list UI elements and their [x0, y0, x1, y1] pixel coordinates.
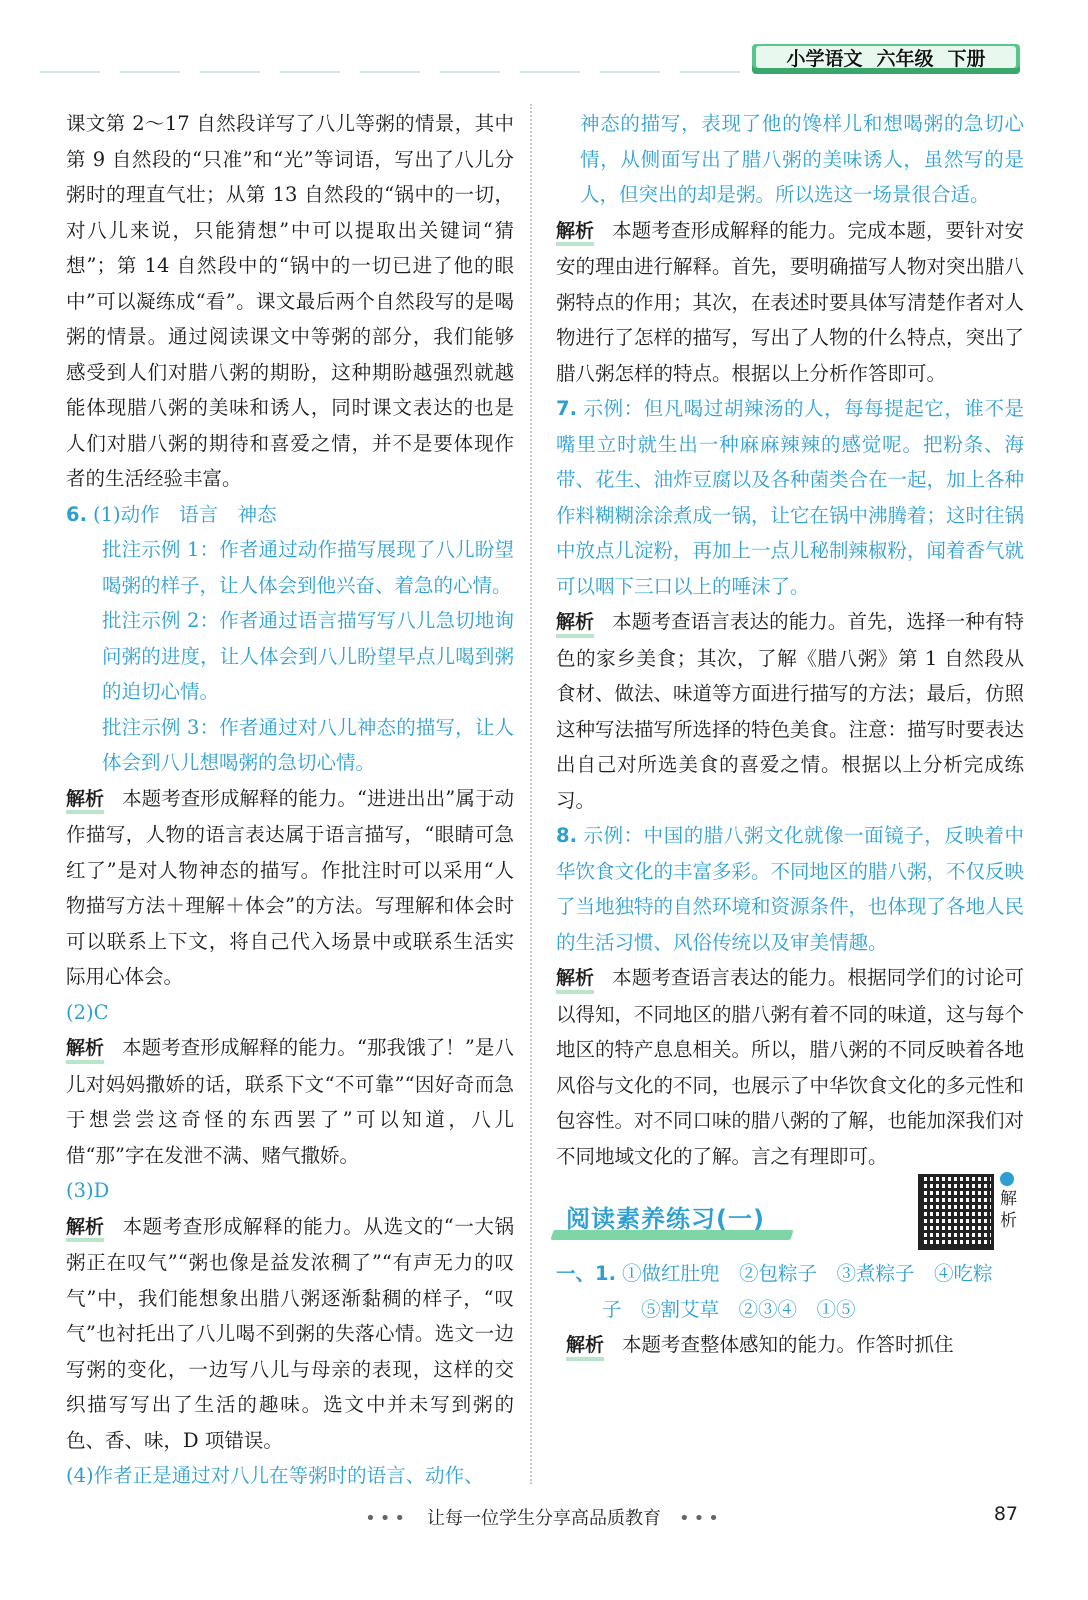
q6-3-answer: (3)D — [66, 1179, 110, 1202]
section-1-number: 一、1. — [556, 1262, 616, 1285]
analysis-3 — [66, 1209, 514, 1459]
volume-label: 下册 — [947, 47, 986, 70]
analysis-label: 解析 — [566, 1328, 604, 1364]
analysis-2-text: 本题考查形成解释的能力。“那我饿了！”是八儿对妈妈撒娇的话，联系下文“不可靠”“因好奇而急于想尝尝这奇怪的东西罢了”可以知道，八儿借“那”字在发泄不满、赌气撒娇。 — [66, 1036, 514, 1167]
question-7-number: 7. — [556, 397, 577, 420]
qr-analysis-label: 解析 — [1000, 1189, 1017, 1231]
analysis-label: 解析 — [556, 605, 594, 641]
q6-2-answer: (2)C — [66, 1000, 109, 1024]
header-dashed-line — [40, 71, 760, 73]
analysis-1 — [66, 781, 514, 995]
footer — [0, 1504, 1088, 1530]
grade-label: 六年级 — [876, 47, 934, 70]
intro-paragraph: 课文第 2～17 自然段详写了八儿等粥的情景，其中第 9 自然段的“只准”和“光”等词语，写出了八儿分粥时的理直气壮；从第 13 自然段的“锅中的一切，对八儿来说，只能猜想”中可以提取出关键词“猜想”；第 14 自然段中的“锅中的一切已进了他的眼中”可以凝练成“看”。课文最后两个自然段写的是喝粥的情景。通过阅读课文中等粥的部分，我们能够感受到人们对腊八粥的期盼，这种期盼越强烈就越能体现腊八粥的美味和诱人，同时课文表达的也是人们对腊八粥的期待和喜爱之情，并不是要体现作者的生活经验丰富。 — [66, 112, 514, 490]
left-column — [66, 106, 514, 1494]
column-divider — [530, 104, 532, 1484]
annotation-example-3: 批注示例 3：作者通过对八儿神态的描写，让人体会到八儿想喝粥的急切心情。 — [102, 715, 514, 774]
analysis-label: 解析 — [66, 1031, 104, 1067]
q8-answer: 示例：中国的腊八粥文化就像一面镜子，反映着中华饮食文化的丰富多彩。不同地区的腊八粥，不仅反映了当地独特的自然环境和资源条件，也体现了各地人民的生活习惯、风俗传统以及审美情趣。 — [556, 824, 1025, 954]
analysis-label: 解析 — [66, 782, 104, 818]
analysis-5-text: 本题考查语言表达的能力。首先，选择一种有特色的家乡美食；其次，了解《腊八粥》第 1 自然段从食材、做法、味道等方面进行描写的方法；最后，仿照这种写法描写所选择的特色美食。注意：描写时要表达出自己对所选美食的喜爱之情。根据以上分析完成练习。 — [556, 610, 1025, 812]
header-tab — [752, 44, 1020, 74]
question-8 — [556, 818, 1024, 960]
q6-4-answer-start: (4)作者正是通过对八儿在等粥时的语言、动作、 — [66, 1464, 484, 1487]
page-number: 87 — [993, 1503, 1018, 1525]
analysis-6-text: 本题考查语言表达的能力。根据同学们的讨论可以得知，不同地区的腊八粥有着不同的味道，这与每个地区的特产息息相关。所以，腊八粥的不同反映着各地风俗与文化的不同，也展示了中华饮食文化的多元性和包容性。对不同口味的腊八粥的了解，也能加深我们对不同地域文化的了解。言之有理即可。 — [556, 966, 1025, 1168]
footer-slogan: 让每一位学生分享高品质教育 — [427, 1508, 661, 1529]
question-7 — [556, 391, 1024, 604]
analysis-label: 解析 — [66, 1210, 104, 1246]
annotation-example-1: 批注示例 1：作者通过动作描写展现了八儿盼望喝粥的样子，让人体会到他兴奋、着急的心情。 — [102, 538, 514, 597]
analysis-4 — [556, 213, 1024, 392]
play-icon — [1000, 1172, 1014, 1186]
section-banner — [556, 1189, 1024, 1244]
right-column — [556, 106, 1024, 1364]
analysis-4-text: 本题考查形成解释的能力。完成本题，要针对安安的理由进行解释。首先，要明确描写人物对突出腊八粥特点的作用；其次，在表述时要具体写清楚作者对人物进行了怎样的描写，写出了人物的什么特点，突出了腊八粥怎样的特点。根据以上分析作答即可。 — [556, 218, 1025, 385]
q7-answer: 示例：但凡喝过胡辣汤的人，每每提起它，谁不是嘴里立时就生出一种麻麻辣辣的感觉呢。把粉条、海带、花生、油炸豆腐以及各种菌类合在一起，加上各种作料糊糊涂涂煮成一锅，让它在锅中沸腾着；这时往锅中放点儿淀粉，再加上一点儿秘制辣椒粉，闻着香气就可以咽下三口以上的唾沫了。 — [556, 397, 1025, 598]
s1-answer-line-1: ①做红肚兜 ②包粽子 ③煮粽子 ④吃粽 — [621, 1262, 993, 1285]
analysis-1-text: 本题考查形成解释的能力。“进进出出”属于动作描写，人物的语言表达属于语言描写，“眼睛可急红了”是对人物神态的描写。作批注时可以采用“人物描写方法＋理解＋体会”的方法。写理解和体会时可以联系上下文，将自己代入场景中或联系生活实际用心体会。 — [66, 786, 514, 988]
analysis-3-text: 本题考查形成解释的能力。从选文的“一大锅粥正在叹气”“粥也像是益发浓稠了”“有声无力的叹气”中，我们能想象出腊八粥逐渐黏稠的样子，“叹气”也衬托出了八儿喝不到粥的失落心情。选文一边写粥的变化，一边写八儿与母亲的表现，这样的交织描写写出了生活的趣味。选文中并未写到粥的色、香、味，D 项错误。 — [66, 1214, 514, 1452]
section-title: 阅读素养练习(一) — [566, 1205, 765, 1233]
subject-label: 小学语文 — [786, 47, 863, 70]
footer-dots-right: ••• — [679, 1508, 723, 1529]
s1-answer-line-2: 子 ⑤割艾草 ②③④ ①⑤ — [602, 1297, 856, 1321]
annotation-example-2: 批注示例 2：作者通过语言描写写八儿急切地询问粥的进度，让人体会到八儿盼望早点儿喝到粥的迫切心情。 — [102, 609, 514, 703]
analysis-6 — [556, 960, 1024, 1174]
analysis-7-text: 本题考查整体感知的能力。作答时抓住 — [622, 1333, 954, 1356]
analysis-5 — [556, 604, 1024, 818]
q6-1-answer: (1)动作 语言 神态 — [92, 502, 277, 526]
analysis-label: 解析 — [556, 214, 594, 250]
question-6-part-1 — [66, 497, 514, 533]
question-6-number: 6. — [66, 502, 87, 526]
question-8-number: 8. — [556, 824, 577, 847]
qr-code-icon[interactable] — [918, 1174, 994, 1250]
q6-4-answer-continued: 神态的描写，表现了他的馋样儿和想喝粥的急切心情，从侧面写出了腊八粥的美味诱人，虽然写的是人，但突出的却是粥。所以选这一场景很合适。 — [580, 112, 1024, 206]
analysis-label: 解析 — [556, 961, 594, 997]
analysis-7 — [556, 1327, 1024, 1364]
section-1-question-1 — [556, 1256, 1024, 1292]
qr-analysis-badge[interactable] — [1000, 1172, 1024, 1232]
footer-dots-left: ••• — [365, 1508, 409, 1529]
analysis-2 — [66, 1030, 514, 1173]
